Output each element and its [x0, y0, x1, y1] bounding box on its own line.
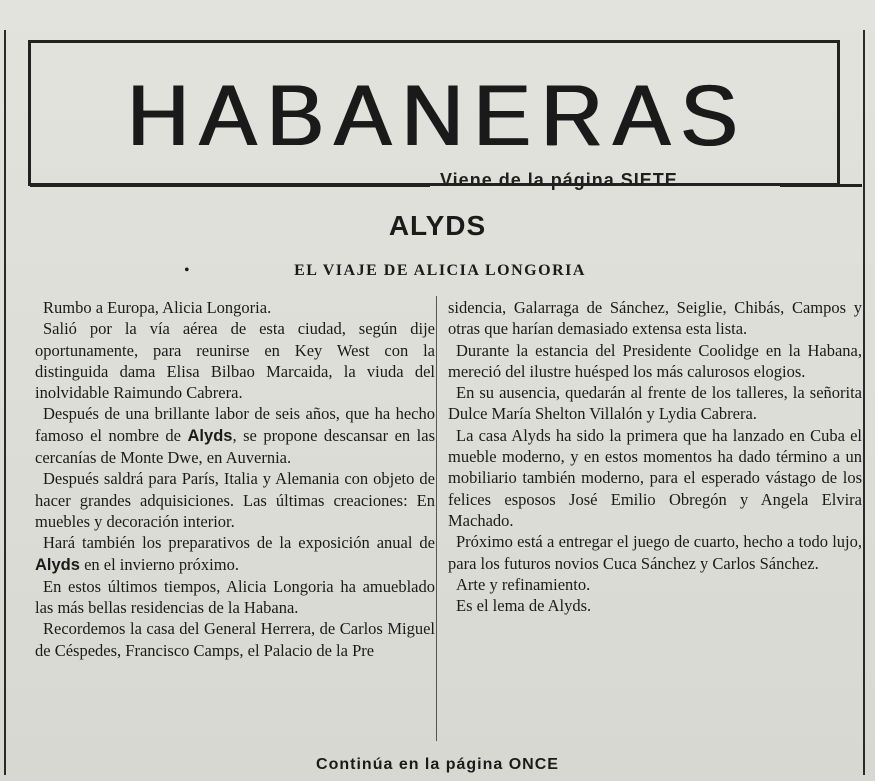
brand-name: Alyds	[35, 555, 80, 574]
article-column-right	[448, 297, 862, 616]
paragraph: Próximo está a entregar el juego de cuarto, hecho a todo lujo, para los futuros novios Cuca Sánchez y Carlos Sánchez.	[448, 532, 862, 573]
paragraph-text: en el invierno próximo.	[79, 554, 239, 574]
masthead-title: HABANERAS	[127, 68, 748, 164]
paragraph: En estos últimos tiempos, Alicia Longoria ha amueblado las más bellas residencias de la Habana.	[35, 576, 435, 618]
paragraph: En su ausencia, quedarán al frente de los talleres, la señorita Dulce María Shelton Villalón y Lydia Cabrera.	[448, 383, 862, 424]
continued-from-rule-left	[30, 184, 430, 187]
section-title: ALYDS	[388, 210, 487, 241]
paragraph: sidencia, Galarraga de Sánchez, Seiglie, Chibás, Campos y otras que harían demasiado extensa esta lista.	[448, 298, 862, 339]
paragraph: Rumbo a Europa, Alicia Longoria.	[43, 298, 272, 317]
paragraph-text: Después de una brillante labor de seis años, que ha hecho famoso el nombre de	[35, 404, 435, 445]
paragraph-text: Hará también los preparativos de la exposición anual de	[43, 533, 435, 553]
paragraph: La casa Alyds ha sido la primera que ha lanzado en Cuba el mueble moderno, y en estos momentos ha dado término a un mobiliario también moderno, para el esperado vástago de los felices esposos José Emilio Obregón y Angela Elvira Machado.	[448, 425, 862, 530]
paragraph	[35, 532, 435, 576]
paragraph: Durante la estancia del Presidente Coolidge en la Habana, mereció del ilustre huésped los más calurosos elogios.	[448, 340, 862, 381]
article-column-left	[35, 297, 435, 661]
brand-name: Alyds	[187, 426, 233, 445]
continued-from-text: Viene de la página SIETE	[440, 170, 678, 190]
paragraph: Salió por la vía aérea de esta ciudad, según dije oportunamente, para reunirse en Key West con la distinguida dama Elisa Bilbao Marcaida, la viuda del inolvidable Raimundo Cabrera.	[35, 319, 435, 403]
paragraph: Después saldrá para París, Italia y Alemania con objeto de hacer grandes adquisiciones. Las últimas creaciones: En muebles y decoración interior.	[35, 469, 435, 531]
continued-from-bar	[20, 170, 865, 194]
paragraph: Es el lema de Alyds.	[456, 596, 592, 616]
column-divider	[436, 296, 437, 741]
continued-to-text: Continúa en la página ONCE	[316, 756, 559, 773]
article-headline: EL VIAJE DE ALICIA LONGORIA	[294, 262, 586, 279]
paragraph: Recordemos la casa del General Herrera, de Carlos Miguel de Céspedes, Francisco Camps, el Palacio de la Pre	[35, 619, 435, 660]
paragraph: Arte y refinamiento.	[456, 574, 591, 594]
bullet-mark: •	[184, 262, 190, 279]
paragraph-text: , se propone descansar en las cercanías de Monte Dwe, en Auvernia.	[35, 425, 435, 468]
continued-from-rule-right	[780, 184, 862, 187]
paragraph	[35, 403, 435, 468]
